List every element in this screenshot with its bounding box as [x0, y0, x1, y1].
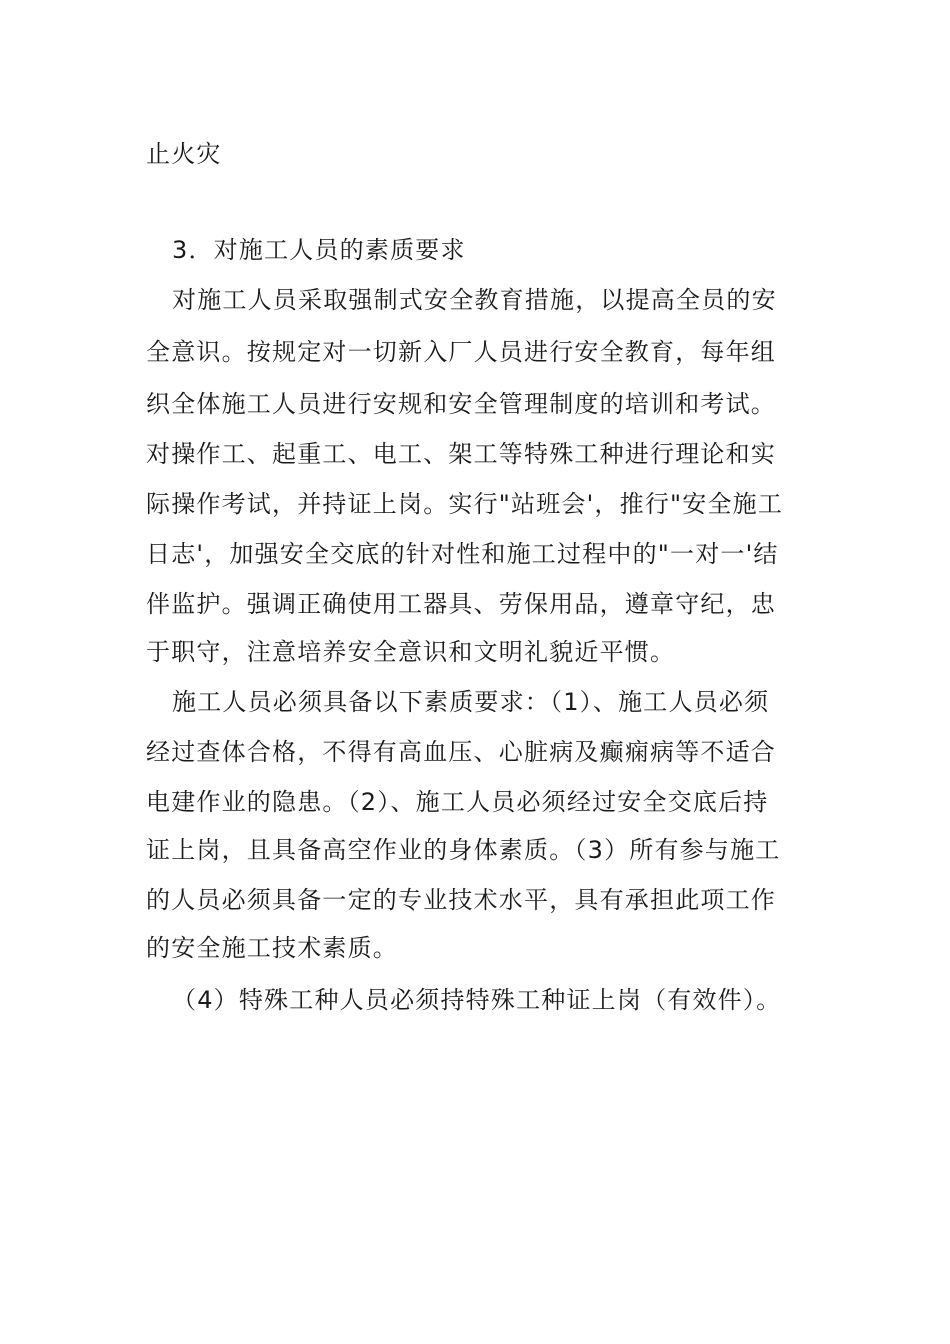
paragraph-1-line-6: 日志'，加强安全交底的针对性和施工过程中的"一对一'结	[146, 540, 779, 568]
paragraph-1-line-1: 对施工人员采取强制式安全教育措施，以提高全员的安	[172, 286, 777, 314]
paragraph-1-line-8: 于职守，注意培养安全意识和文明礼貌近平惯。	[146, 638, 676, 666]
paragraph-2-line-3: 电建作业的隐患。（2）、施工人员必须经过安全交底后持	[146, 788, 769, 816]
paragraph-2-line-4: 证上岗，且具备高空作业的身体素质。（3）所有参与施工	[146, 836, 781, 864]
paragraph-1-line-5: 际操作考试，并持证上岗。实行"站班会'，推行"安全施工	[146, 490, 784, 518]
paragraph-3-line-1: （4）特殊工种人员必须持特殊工种证上岗（有效件）。	[172, 986, 782, 1014]
paragraph-2-line-2: 经过查体合格，不得有高血压、心脏病及癫痫病等不适合	[146, 738, 776, 766]
paragraph-1-line-3: 织全体施工人员进行安规和安全管理制度的培训和考试。	[146, 390, 776, 418]
paragraph-2-line-6: 的安全施工技术素质。	[146, 934, 398, 962]
paragraph-1-line-7: 伴监护。强调正确使用工器具、劳保用品，遵章守纪，忠	[146, 590, 776, 618]
paragraph-2-line-5: 的人员必须具备一定的专业技术水平，具有承担此项工作	[146, 886, 776, 914]
text-line-continuation: 止火灾	[146, 140, 222, 168]
paragraph-1-line-4: 对操作工、起重工、电工、架工等特殊工种进行理论和实	[146, 440, 776, 468]
paragraph-1-line-2: 全意识。按规定对一切新入厂人员进行安全教育，每年组	[146, 338, 776, 366]
paragraph-2-line-1: 施工人员必须具备以下素质要求：（1）、施工人员必须	[172, 688, 770, 716]
section-heading: 3．对施工人员的素质要求	[172, 236, 466, 264]
